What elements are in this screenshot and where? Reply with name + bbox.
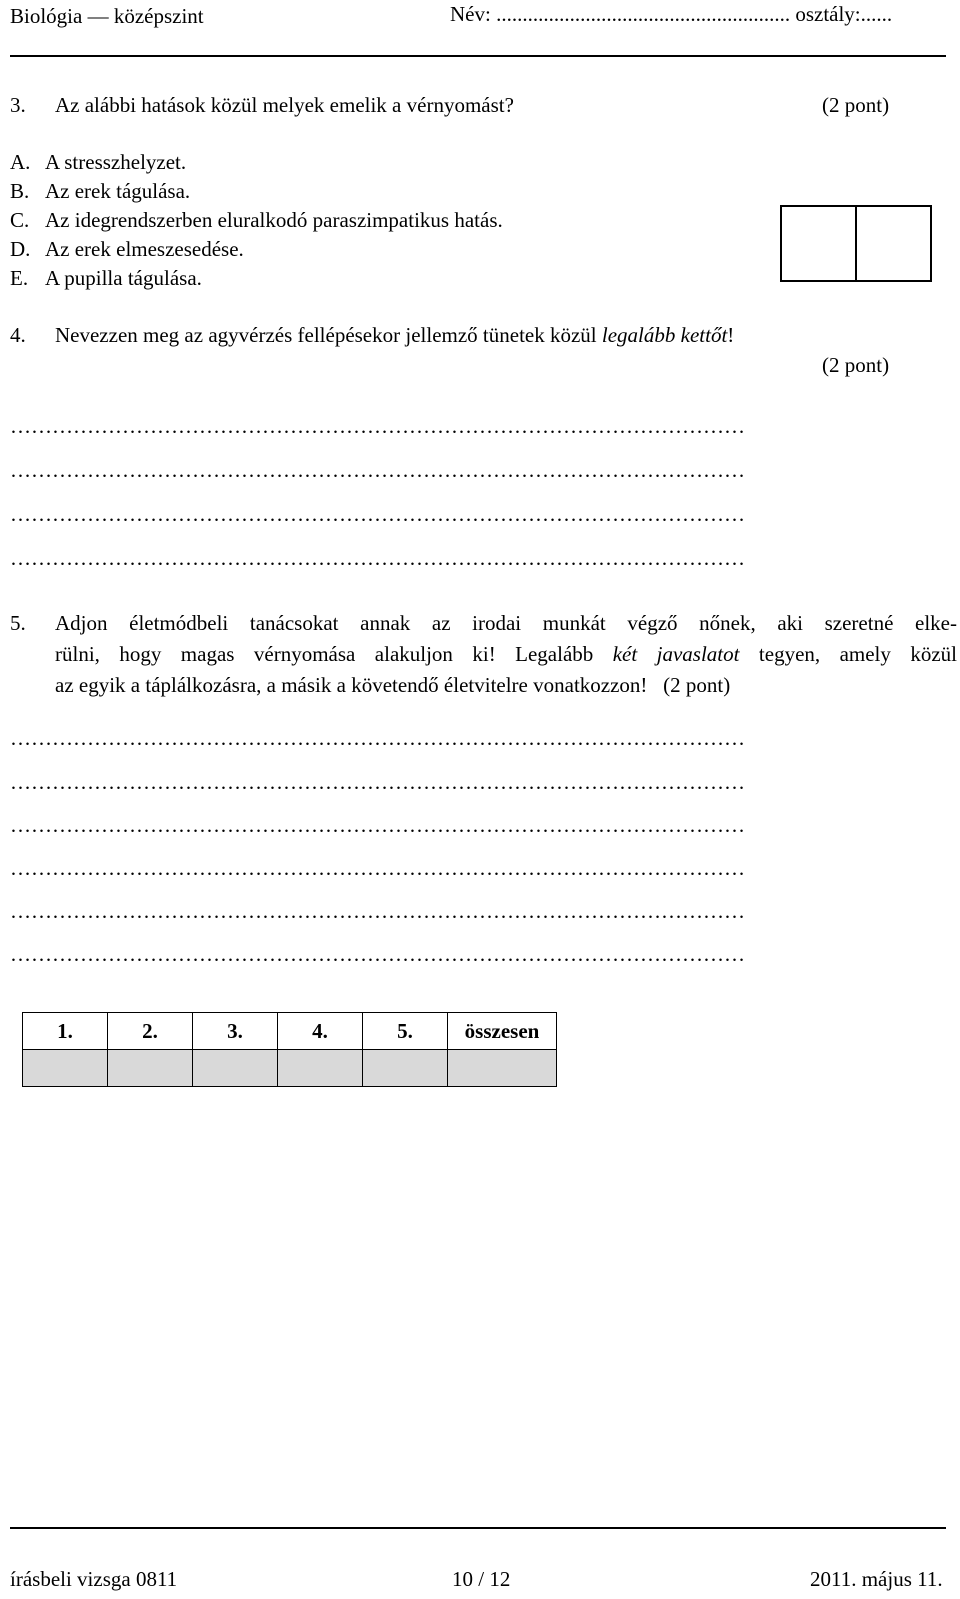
- footer-date: 2011. május 11.: [810, 1567, 943, 1591]
- header-subject: Biológia — középszint: [10, 4, 204, 28]
- q3-option: D. Az erek elmeszesedése.: [10, 237, 244, 261]
- answer-line[interactable]: ……………………………………………………………………………………………: [10, 899, 745, 923]
- q4-number: 4.: [10, 323, 26, 347]
- score-cell[interactable]: [193, 1050, 278, 1087]
- answer-line[interactable]: ……………………………………………………………………………………………: [10, 942, 745, 966]
- q5-number: 5.: [10, 611, 26, 635]
- q3-options: [10, 148, 503, 293]
- q3-option: B. Az erek tágulása.: [10, 179, 191, 203]
- answer-line[interactable]: ……………………………………………………………………………………………: [10, 770, 745, 794]
- q5-line-2: rülni, hogy magas vérnyomása alakuljon ki! Legalább két javaslatot tegyen, amely közül: [55, 642, 957, 666]
- answer-line[interactable]: ……………………………………………………………………………………………: [10, 856, 745, 880]
- q3-option: E. A pupilla tágulása.: [10, 266, 202, 290]
- q4-text: Nevezzen meg az agyvérzés fellépésekor jellemző tünetek közül legalább kettőt!: [55, 323, 735, 347]
- score-cell[interactable]: [278, 1050, 363, 1087]
- answer-box[interactable]: [780, 205, 857, 282]
- q5-line-3: az egyik a táplálkozásra, a másik a követendő életvitelre vonatkozzon! (2 pont): [55, 673, 731, 697]
- q5-text: [55, 608, 957, 701]
- score-cell[interactable]: [108, 1050, 193, 1087]
- q3-points: (2 pont): [822, 93, 890, 117]
- q4-points: (2 pont): [822, 353, 890, 377]
- score-cell[interactable]: [363, 1050, 448, 1087]
- q3-option: C. Az idegrendszerben eluralkodó paraszimpatikus hatás.: [10, 208, 503, 232]
- footer-rule: [10, 1527, 946, 1529]
- score-header-4: 4.: [278, 1013, 363, 1050]
- score-header-5: 5.: [363, 1013, 448, 1050]
- header-rule: [10, 55, 946, 57]
- q3-option: A. A stresszhelyzet.: [10, 150, 187, 174]
- answer-line[interactable]: ……………………………………………………………………………………………: [10, 546, 745, 570]
- answer-line[interactable]: ……………………………………………………………………………………………: [10, 726, 745, 750]
- score-table: [22, 1012, 557, 1087]
- answer-line[interactable]: ……………………………………………………………………………………………: [10, 414, 745, 438]
- q3-text: Az alábbi hatások közül melyek emelik a vérnyomást?: [55, 93, 514, 117]
- score-entry-row: [23, 1050, 557, 1087]
- answer-line[interactable]: ……………………………………………………………………………………………: [10, 502, 745, 526]
- score-cell[interactable]: [448, 1050, 557, 1087]
- answer-box[interactable]: [855, 205, 932, 282]
- answer-line[interactable]: ……………………………………………………………………………………………: [10, 813, 745, 837]
- answer-line[interactable]: ……………………………………………………………………………………………: [10, 458, 745, 482]
- score-header-row: [23, 1013, 557, 1050]
- q5-line-1: Adjon életmódbeli tanácsokat annak az irodai munkát végző nőnek, aki szeretné elke-: [55, 611, 957, 635]
- score-header-3: 3.: [193, 1013, 278, 1050]
- score-header-total: összesen: [448, 1013, 557, 1050]
- score-cell[interactable]: [23, 1050, 108, 1087]
- score-header-1: 1.: [23, 1013, 108, 1050]
- q5-points: (2 pont): [663, 673, 731, 697]
- q3-number: 3.: [10, 93, 26, 117]
- header-name-class: Név: ........................................................ osztály:......: [450, 2, 893, 26]
- score-header-2: 2.: [108, 1013, 193, 1050]
- footer-page-number: 10 / 12: [452, 1567, 511, 1591]
- footer-exam-code: írásbeli vizsga 0811: [10, 1567, 178, 1591]
